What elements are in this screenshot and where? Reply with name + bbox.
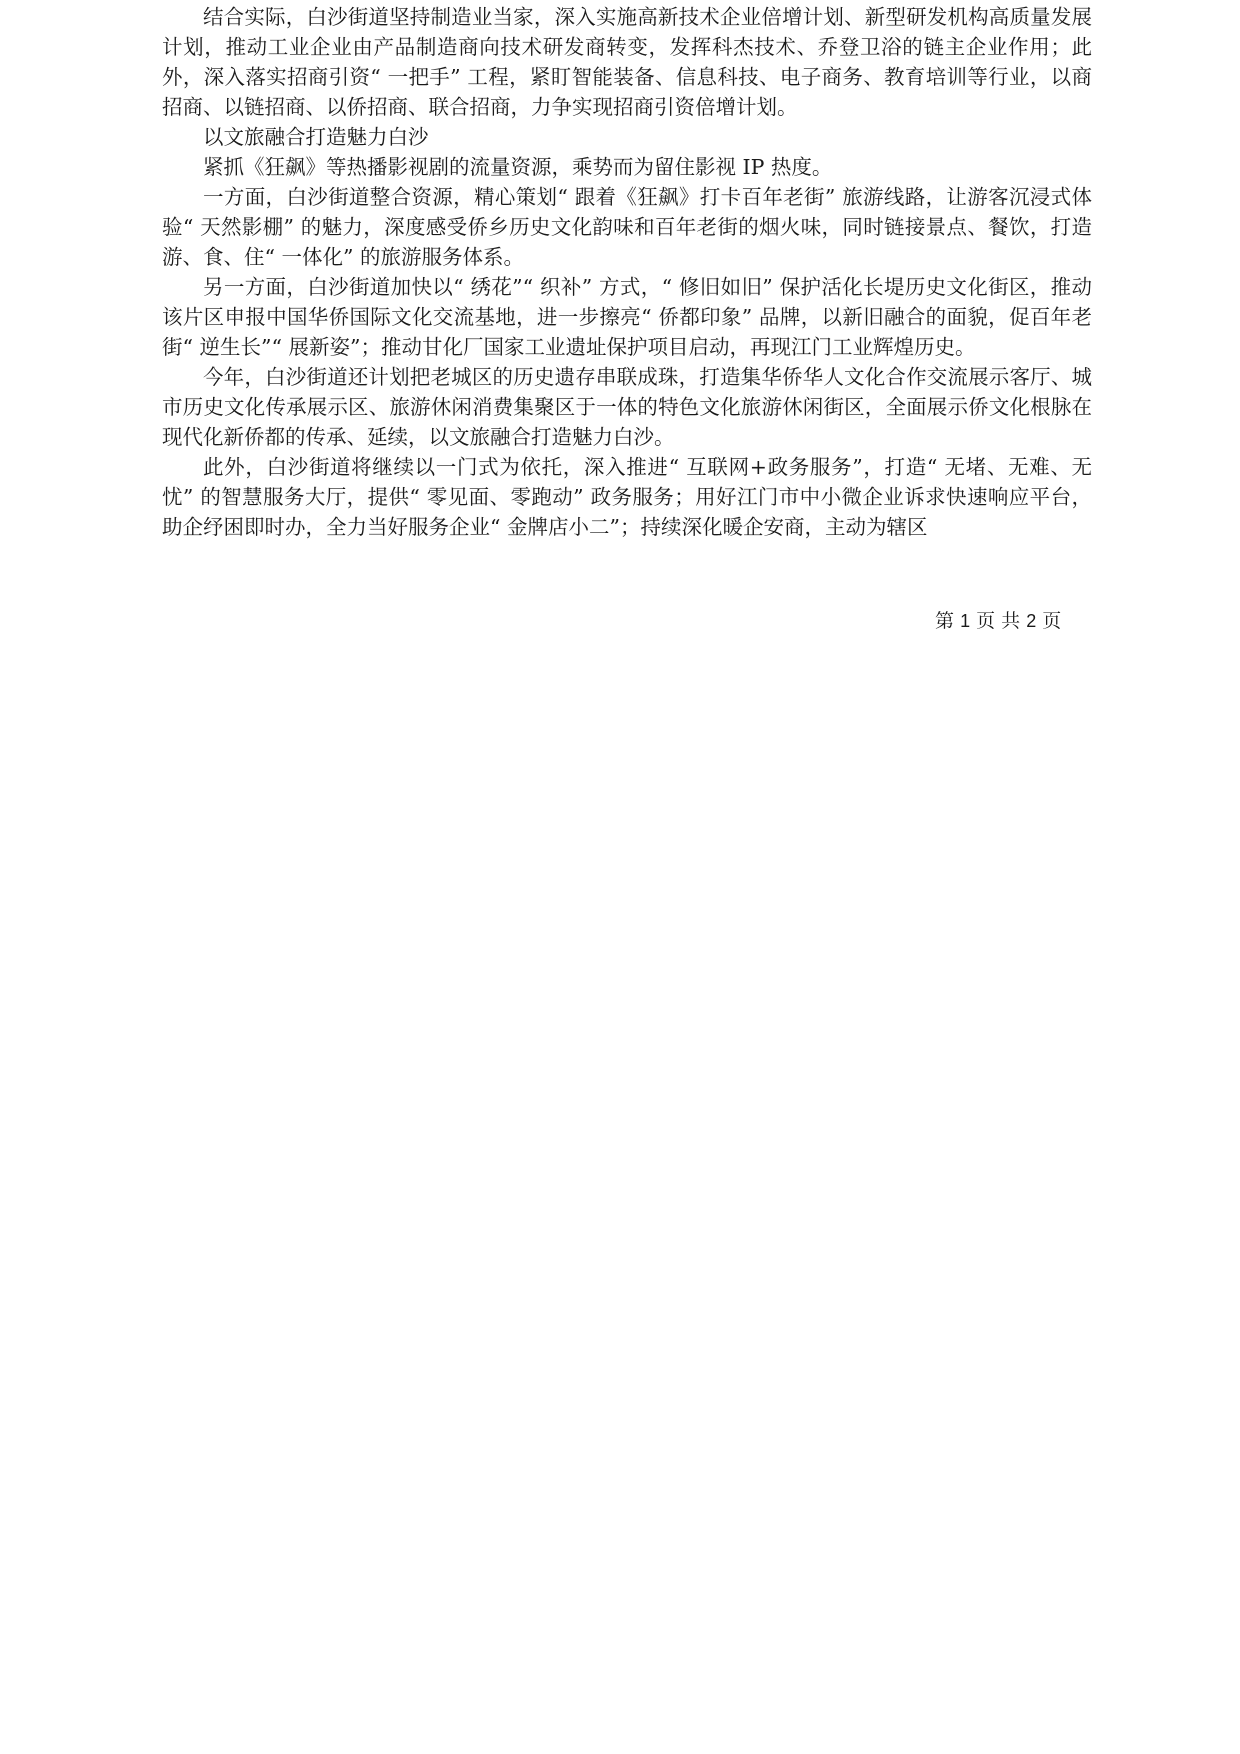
paragraph: 结合实际，白沙街道坚持制造业当家，深入实施高新技术企业倍增计划、新型研发机构高质量发展计划，推动工业企业由产品制造商向技术研发商转变，发挥科杰技术、乔登卫浴的链主企业作用；此外，深入落实招商引资“ 一把手” 工程，紧盯智能装备、信息科技、电子商务、教育培训等行业，以商招商、以链招商、以侨招商、联合招商，力争实现招商引资倍增计划。 [162,5,1092,119]
paragraph: 另一方面，白沙街道加快以“ 绣花”“ 织补” 方式，“ 修旧如旧” 保护活化长堤历史文化街区，推动该片区申报中国华侨国际文化交流基地，进一步擦亮“ 侨都印象” 品牌，以新旧融合的面貌，促百年老街“ 逆生长”“ 展新姿”；推动甘化厂国家工业遗址保护项目启动，再现江门工业辉煌历史。 [162,275,1092,359]
footer-middle: 页 共 [976,610,1021,632]
document-body [162,2,1092,542]
paragraph: 紧抓《狂飙》等热播影视剧的流量资源，乘势而为留住影视 IP 热度。 [203,155,833,179]
page-number-footer [935,609,1061,633]
paragraph: 今年，白沙街道还计划把老城区的历史遗存串联成珠，打造集华侨华人文化合作交流展示客厅、城市历史文化传承展示区、旅游休闲消费集聚区于一体的特色文化旅游休闲街区，全面展示侨文化根脉在现代化新侨都的传承、延续，以文旅融合打造魅力白沙。 [162,365,1092,449]
paragraph: 此外，白沙街道将继续以一门式为依托，深入推进“ 互联网+政务服务”，打造“ 无堵、无难、无忧” 的智慧服务大厅，提供“ 零见面、零跑动” 政务服务；用好江门市中小微企业诉求快速响应平台，助企纾困即时办，全力当好服务企业“ 金牌店小二”；持续深化暖企安商，主动为辖区 [162,455,1092,539]
footer-prefix: 第 [935,610,955,632]
footer-suffix: 页 [1042,610,1062,632]
current-page-number: 1 [960,611,971,631]
paragraph: 一方面，白沙街道整合资源，精心策划“ 跟着《狂飙》打卡百年老街” 旅游线路，让游客沉浸式体验“ 天然影棚” 的魅力，深度感受侨乡历史文化韵味和百年老街的烟火味，同时链接景点、餐饮，打造游、食、住“ 一体化” 的旅游服务体系。 [162,185,1092,269]
section-heading: 以文旅融合打造魅力白沙 [203,125,429,149]
total-page-number: 2 [1026,611,1037,631]
